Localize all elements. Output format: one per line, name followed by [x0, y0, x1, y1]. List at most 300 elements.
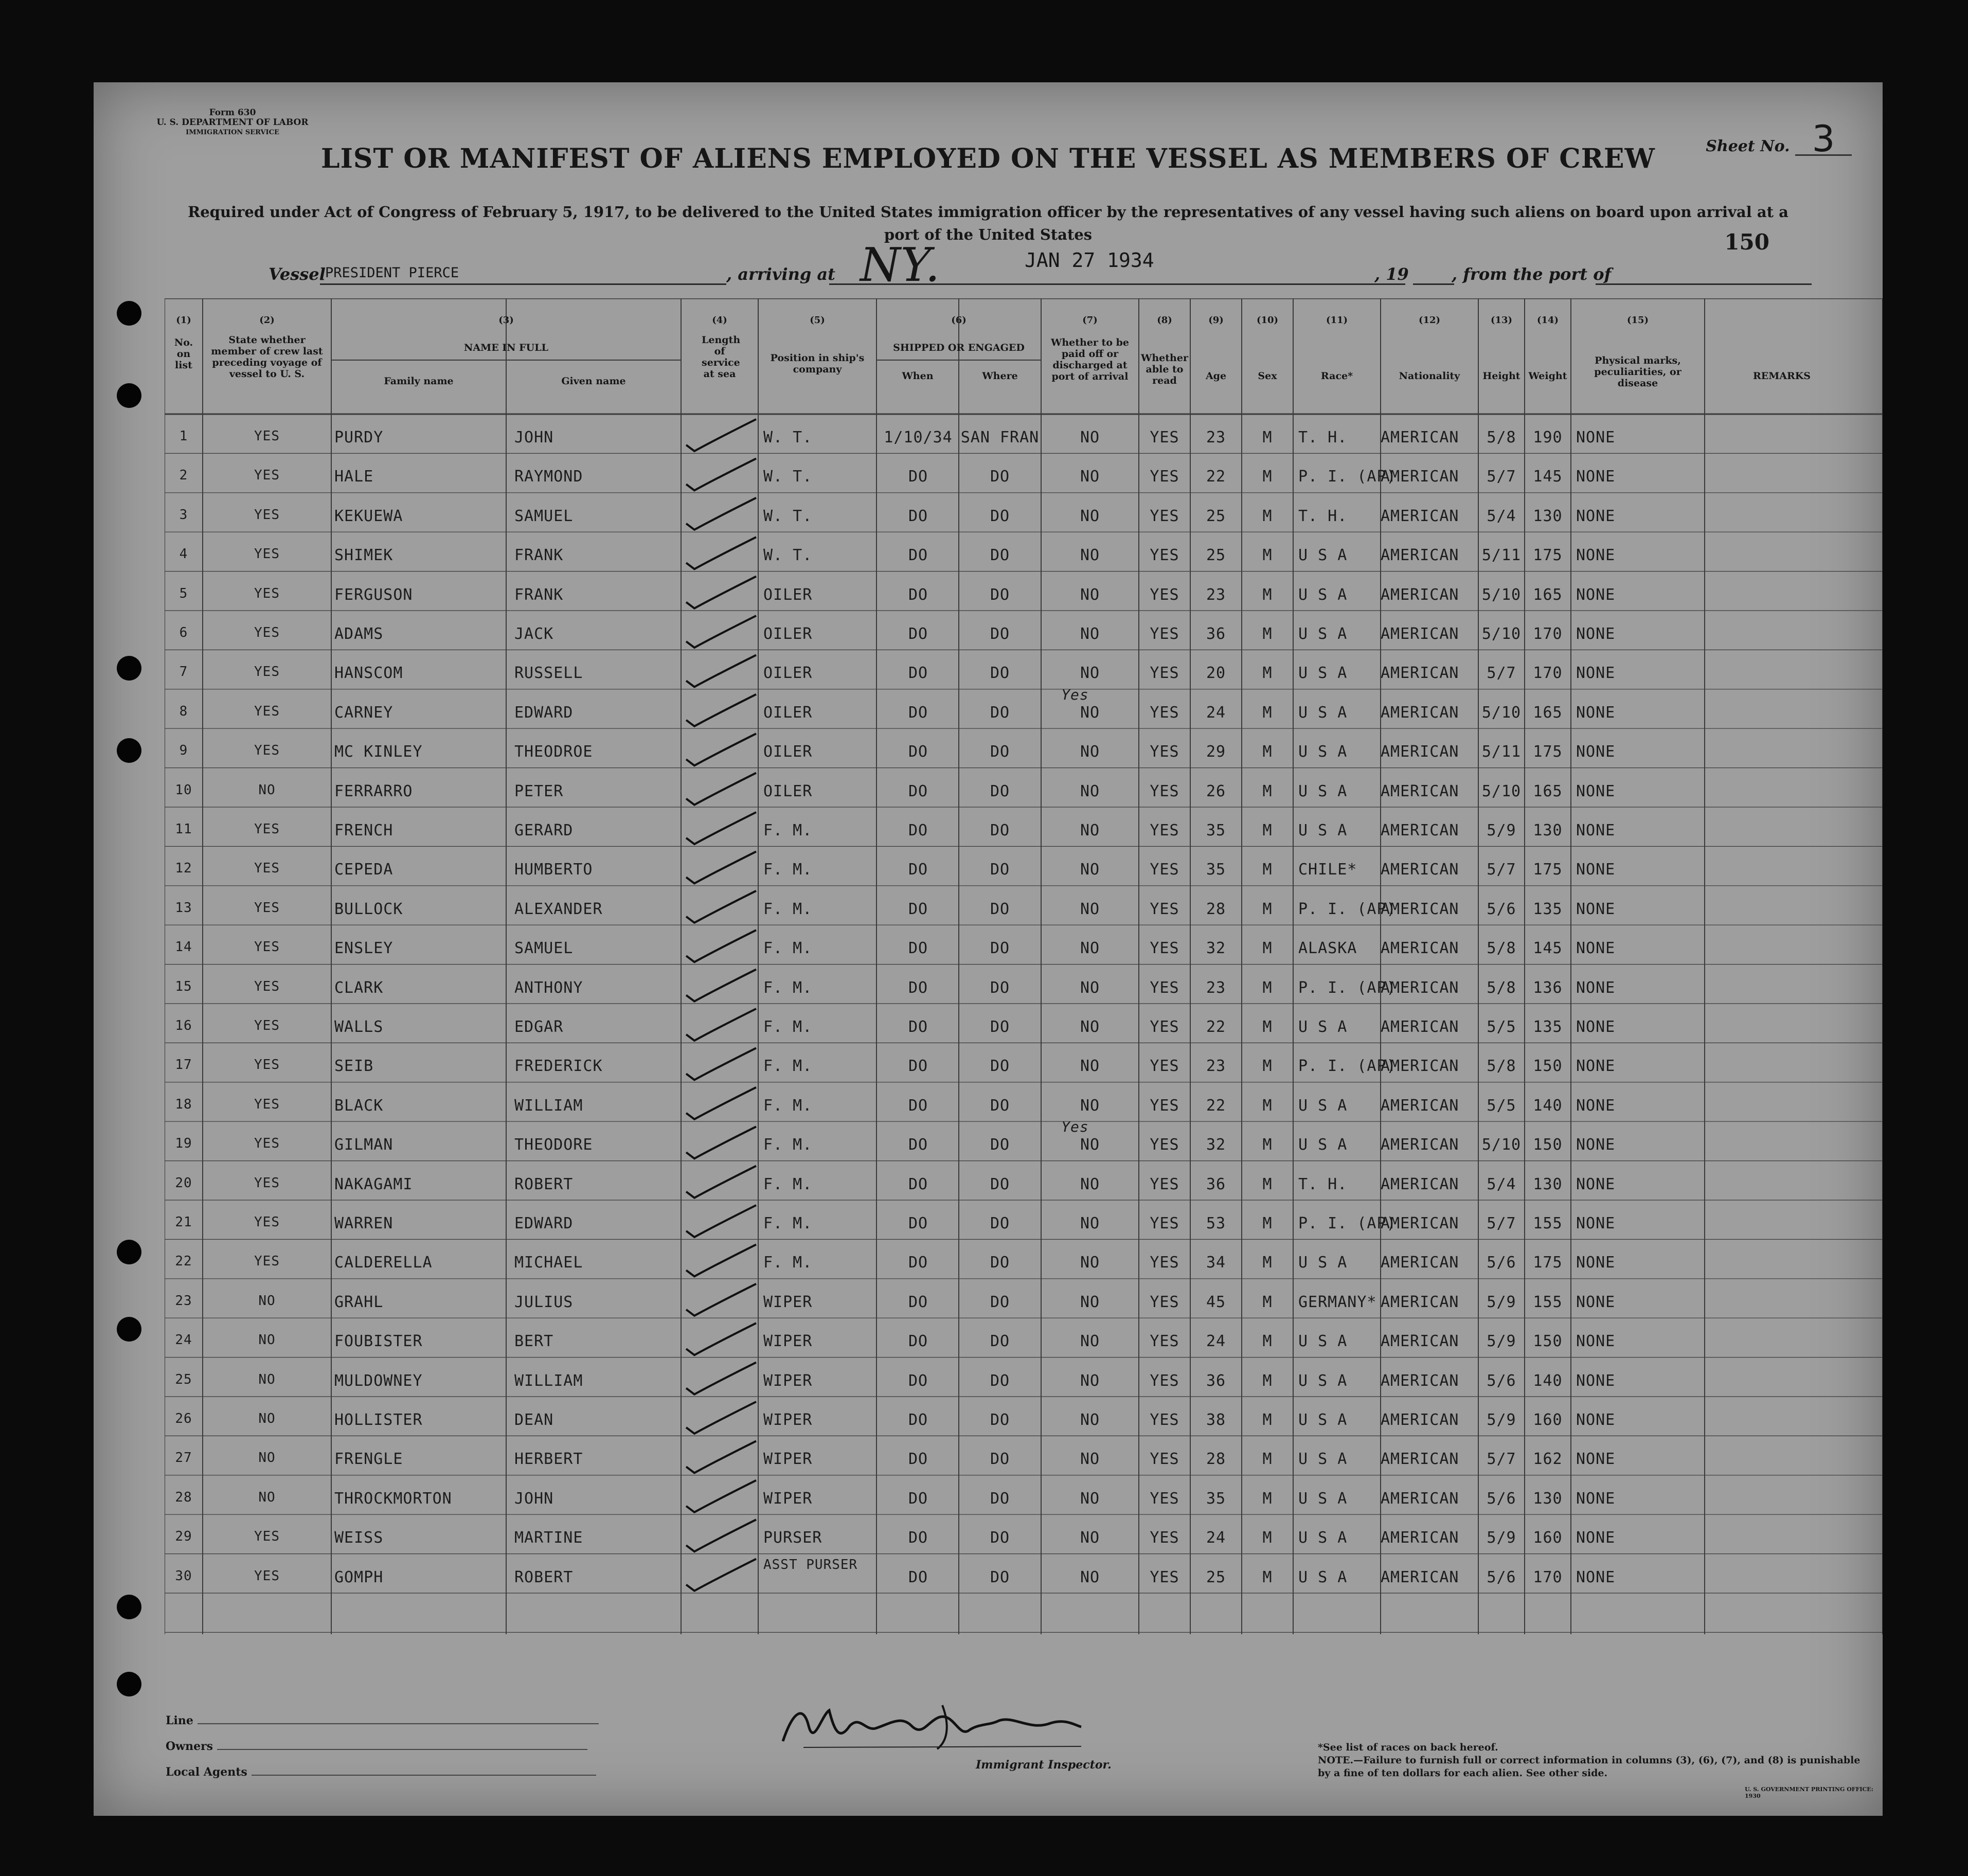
service-check-mark — [686, 1284, 756, 1316]
cell-paid: NO — [1080, 782, 1100, 800]
cell-family: FERGUSON — [334, 585, 413, 604]
cell-marks: NONE — [1576, 821, 1616, 839]
cell-paid: NO — [1080, 585, 1100, 604]
cell-weight: 145 — [1533, 939, 1563, 958]
arriving-port: NY. — [860, 238, 940, 292]
cell-given: EDGAR — [514, 1018, 564, 1036]
cell-nat: AMERICAN — [1381, 1293, 1459, 1311]
cell-race: P. I. (AP) — [1298, 1214, 1397, 1232]
cell-marks: NONE — [1576, 1332, 1616, 1351]
cell-sex: M — [1262, 1096, 1273, 1115]
cell-family: ENSLEY — [334, 939, 393, 958]
cell-age: 23 — [1206, 1057, 1226, 1076]
cell-nat: AMERICAN — [1381, 978, 1459, 997]
col10-number: (10) — [1256, 315, 1279, 326]
cell-when: DO — [908, 1096, 928, 1115]
cell-no: 3 — [179, 507, 188, 523]
cell-marks: NONE — [1576, 468, 1616, 486]
cell-weight: 145 — [1533, 468, 1563, 486]
cell-read: YES — [1150, 1136, 1179, 1154]
cell-where: DO — [990, 1018, 1010, 1036]
cell-nat: AMERICAN — [1381, 861, 1459, 879]
cell-no: 13 — [175, 900, 192, 916]
service-check-mark — [686, 1205, 756, 1237]
cell-no: 14 — [175, 939, 192, 955]
cell-weight: 150 — [1533, 1136, 1563, 1154]
cell-family: PURDY — [334, 428, 384, 446]
col-height-header: Height — [1482, 370, 1520, 382]
col-remarks-header: REMARKS — [1752, 370, 1811, 382]
cell-family: FRENGLE — [334, 1450, 403, 1469]
cell-given: THEODORE — [514, 1136, 593, 1154]
cell-race: U S A — [1298, 546, 1348, 565]
cell-age: 38 — [1206, 1411, 1226, 1429]
cell-sex: M — [1262, 585, 1273, 604]
cell-given: FREDERICK — [514, 1057, 603, 1076]
service-check-mark — [686, 1480, 756, 1512]
cell-marks: NONE — [1576, 743, 1616, 761]
col7-number: (7) — [1082, 315, 1098, 326]
cell-height: 5/11 — [1481, 546, 1522, 565]
cell-height: 5/9 — [1487, 1411, 1516, 1429]
cell-height: 5/8 — [1487, 978, 1516, 997]
cell-where: DO — [990, 1136, 1010, 1154]
agents-label: Local Agents — [166, 1765, 596, 1779]
cell-marks: NONE — [1576, 1175, 1616, 1193]
cell-pos: OILER — [763, 782, 813, 800]
cell-where: DO — [990, 1057, 1010, 1076]
cell-nat: AMERICAN — [1381, 1136, 1459, 1154]
paid-off-note: Yes — [1061, 1118, 1089, 1136]
cell-race: U S A — [1298, 1450, 1348, 1469]
cell-height: 5/8 — [1487, 428, 1516, 446]
col-physical-marks-header: Physical marks, peculiarities, or disease — [1594, 355, 1681, 389]
cell-race: U S A — [1298, 703, 1348, 722]
cell-when: DO — [908, 625, 928, 643]
cell-family: KEKUEWA — [334, 507, 403, 525]
cell-when: DO — [908, 978, 928, 997]
cell-no: 4 — [179, 546, 188, 562]
cell-prev: YES — [254, 1096, 280, 1112]
cell-race: P. I. (AP) — [1298, 900, 1397, 918]
cell-weight: 165 — [1533, 782, 1563, 800]
penalty-note: NOTE.—Failure to furnish full or correct information in columns (3), (6), (7), and (8) is punishable by a fine of ten dollars for each alien. See other side. — [1318, 1755, 1860, 1779]
cell-given: HUMBERTO — [514, 861, 593, 879]
cell-marks: NONE — [1576, 428, 1616, 446]
cell-where: DO — [990, 1450, 1010, 1469]
cell-age: 25 — [1206, 546, 1226, 565]
cell-where: DO — [990, 1332, 1010, 1351]
cell-weight: 170 — [1533, 664, 1563, 683]
cell-read: YES — [1150, 1096, 1179, 1115]
cell-race: CHILE* — [1298, 861, 1357, 879]
cell-pos: WIPER — [763, 1489, 813, 1508]
cell-sex: M — [1262, 1254, 1273, 1272]
cell-no: 30 — [175, 1568, 192, 1584]
cell-pos: W. T. — [763, 428, 813, 446]
cell-no: 19 — [175, 1136, 192, 1152]
cell-no: 20 — [175, 1175, 192, 1191]
cell-pos: F. M. — [763, 1214, 813, 1232]
cell-read: YES — [1150, 585, 1179, 604]
cell-prev: YES — [254, 507, 280, 523]
cell-age: 23 — [1206, 978, 1226, 997]
cell-prev: YES — [254, 821, 280, 837]
cell-where: SAN FRAN — [960, 428, 1040, 446]
cell-height: 5/6 — [1487, 900, 1516, 918]
cell-height: 5/5 — [1487, 1096, 1516, 1115]
cell-read: YES — [1150, 664, 1179, 683]
cell-paid: NO — [1080, 1450, 1100, 1469]
col5-number: (5) — [810, 315, 825, 326]
cell-given: BERT — [514, 1332, 554, 1351]
sheet-label: Sheet No. — [1706, 137, 1790, 155]
cell-weight: 170 — [1533, 1568, 1563, 1586]
cell-sex: M — [1262, 1450, 1273, 1469]
year-label: , 19 — [1374, 264, 1409, 284]
cell-where: DO — [990, 978, 1010, 997]
cell-height: 5/10 — [1481, 1136, 1522, 1154]
printer-imprint: U. S. GOVERNMENT PRINTING OFFICE: 1930 — [1745, 1786, 1873, 1799]
cell-family: GOMPH — [334, 1568, 384, 1586]
cell-height: 5/7 — [1487, 664, 1516, 683]
cell-read: YES — [1150, 1332, 1179, 1351]
cell-prev: YES — [254, 1529, 280, 1545]
cell-paid: NO — [1080, 1018, 1100, 1036]
cell-pos: F. M. — [763, 1254, 813, 1272]
cell-nat: AMERICAN — [1381, 743, 1459, 761]
cell-family: SHIMEK — [334, 546, 393, 565]
cell-race: U S A — [1298, 782, 1348, 800]
cell-race: U S A — [1298, 1018, 1348, 1036]
col4-number: (4) — [712, 315, 727, 326]
cell-no: 27 — [175, 1450, 192, 1466]
cell-pos: W. T. — [763, 468, 813, 486]
cell-sex: M — [1262, 546, 1273, 565]
cell-family: CARNEY — [334, 703, 393, 722]
cell-read: YES — [1150, 939, 1179, 958]
cell-when: DO — [908, 703, 928, 722]
cell-nat: AMERICAN — [1381, 1018, 1459, 1036]
service-check-mark — [686, 1559, 756, 1591]
cell-prev: YES — [254, 625, 280, 640]
cell-prev: YES — [254, 939, 280, 955]
cell-nat: AMERICAN — [1381, 821, 1459, 839]
col-paid-off-header: Whether to be paid off or discharged at port of arrival — [1051, 337, 1129, 382]
cell-weight: 160 — [1533, 1529, 1563, 1547]
cell-prev: YES — [254, 546, 280, 562]
cell-paid: NO — [1080, 625, 1100, 643]
cell-family: NAKAGAMI — [334, 1175, 413, 1193]
cell-paid: NO — [1080, 468, 1100, 486]
line-label: Line — [166, 1714, 599, 1727]
cell-weight: 165 — [1533, 585, 1563, 604]
cell-weight: 130 — [1533, 1175, 1563, 1193]
cell-no: 6 — [179, 625, 188, 640]
cell-given: SAMUEL — [514, 939, 574, 958]
cell-paid: NO — [1080, 939, 1100, 958]
cell-pos: WIPER — [763, 1450, 813, 1469]
cell-given: JACK — [514, 625, 554, 643]
cell-marks: NONE — [1576, 1214, 1616, 1232]
cell-when: DO — [908, 1254, 928, 1272]
service-check-mark — [686, 812, 756, 844]
cell-prev: YES — [254, 900, 280, 916]
cell-family: HALE — [334, 468, 374, 486]
col-no-header: No. on list — [174, 337, 193, 371]
punch-hole — [117, 1672, 141, 1696]
cell-where: DO — [990, 664, 1010, 683]
cell-family: THROCKMORTON — [334, 1489, 452, 1508]
cell-given: ROBERT — [514, 1568, 574, 1586]
cell-age: 20 — [1206, 664, 1226, 683]
cell-no: 17 — [175, 1057, 192, 1073]
cell-height: 5/10 — [1481, 782, 1522, 800]
cell-nat: AMERICAN — [1381, 1214, 1459, 1232]
cell-race: U S A — [1298, 1096, 1348, 1115]
cell-read: YES — [1150, 743, 1179, 761]
cell-read: YES — [1150, 1411, 1179, 1429]
cell-marks: NONE — [1576, 1018, 1616, 1036]
cell-age: 22 — [1206, 1096, 1226, 1115]
col-shipped-header: SHIPPED OR ENGAGED — [893, 342, 1025, 353]
cell-given: MICHAEL — [514, 1254, 583, 1272]
races-note: *See list of races on back hereof. — [1318, 1742, 1498, 1753]
service-check-mark — [686, 891, 756, 923]
cell-pos: F. M. — [763, 1018, 813, 1036]
cell-age: 24 — [1206, 703, 1226, 722]
cell-paid: NO — [1080, 1057, 1100, 1076]
cell-pos: OILER — [763, 625, 813, 643]
cell-marks: NONE — [1576, 1450, 1616, 1469]
cell-height: 5/6 — [1487, 1568, 1516, 1586]
cell-nat: AMERICAN — [1381, 1450, 1459, 1469]
cell-marks: NONE — [1576, 1489, 1616, 1508]
cell-no: 16 — [175, 1018, 192, 1033]
cell-height: 5/7 — [1487, 468, 1516, 486]
cell-where: DO — [990, 743, 1010, 761]
cell-paid: NO — [1080, 1411, 1100, 1429]
cell-given: EDWARD — [514, 703, 574, 722]
cell-weight: 130 — [1533, 1489, 1563, 1508]
cell-sex: M — [1262, 1529, 1273, 1547]
punch-hole — [117, 1595, 141, 1619]
cell-race: U S A — [1298, 1489, 1348, 1508]
cell-sex: M — [1262, 703, 1273, 722]
cell-sex: M — [1262, 821, 1273, 839]
cell-when: DO — [908, 1057, 928, 1076]
cell-family: GILMAN — [334, 1136, 393, 1154]
cell-given: RUSSELL — [514, 664, 583, 683]
cell-prev: YES — [254, 1214, 280, 1230]
cell-marks: NONE — [1576, 546, 1616, 565]
cell-marks: NONE — [1576, 1096, 1616, 1115]
cell-height: 5/4 — [1487, 507, 1516, 525]
cell-height: 5/8 — [1487, 939, 1516, 958]
sheet-value: 3 — [1795, 123, 1852, 156]
cell-when: DO — [908, 1293, 928, 1311]
cell-given: FRANK — [514, 585, 564, 604]
cell-marks: NONE — [1576, 1293, 1616, 1311]
cell-height: 5/10 — [1481, 625, 1522, 643]
cell-family: MC KINLEY — [334, 743, 423, 761]
cell-age: 35 — [1206, 1489, 1226, 1508]
cell-pos: W. T. — [763, 546, 813, 565]
cell-race: T. H. — [1298, 507, 1348, 525]
manifest-sheet — [94, 82, 1883, 1816]
cell-read: YES — [1150, 1254, 1179, 1272]
from-underline — [1596, 283, 1812, 285]
service-check-mark — [686, 1127, 756, 1158]
cell-where: DO — [990, 1489, 1010, 1508]
cell-race: T. H. — [1298, 1175, 1348, 1193]
cell-nat: AMERICAN — [1381, 1057, 1459, 1076]
cell-family: FRENCH — [334, 821, 393, 839]
cell-prev: YES — [254, 585, 280, 601]
cell-pos: F. M. — [763, 1136, 813, 1154]
cell-paid: NO — [1080, 821, 1100, 839]
cell-weight: 162 — [1533, 1450, 1563, 1469]
cell-sex: M — [1262, 1018, 1273, 1036]
cell-height: 5/11 — [1481, 743, 1522, 761]
cell-nat: AMERICAN — [1381, 1568, 1459, 1586]
cell-read: YES — [1150, 1371, 1179, 1390]
cell-marks: NONE — [1576, 1254, 1616, 1272]
cell-marks: NONE — [1576, 900, 1616, 918]
cell-paid: NO — [1080, 1214, 1100, 1232]
cell-pos: F. M. — [763, 939, 813, 958]
cell-pos: WIPER — [763, 1371, 813, 1390]
col9-number: (9) — [1208, 315, 1224, 326]
cell-read: YES — [1150, 978, 1179, 997]
cell-when: DO — [908, 546, 928, 565]
cell-paid: NO — [1080, 978, 1100, 997]
cell-paid: NO — [1080, 507, 1100, 525]
col15-number: (15) — [1626, 315, 1649, 326]
service-check-mark — [686, 1087, 756, 1119]
cell-weight: 175 — [1533, 1254, 1563, 1272]
cell-marks: NONE — [1576, 507, 1616, 525]
cell-race: U S A — [1298, 1529, 1348, 1547]
cell-race: ALASKA — [1298, 939, 1357, 958]
paid-off-note: Yes — [1061, 686, 1089, 703]
cell-when: 1/10/34 — [884, 428, 953, 446]
cell-given: HERBERT — [514, 1450, 583, 1469]
cell-marks: NONE — [1576, 585, 1616, 604]
cell-where: DO — [990, 507, 1010, 525]
cell-sex: M — [1262, 664, 1273, 683]
cell-race: U S A — [1298, 1332, 1348, 1351]
cell-when: DO — [908, 939, 928, 958]
cell-age: 25 — [1206, 507, 1226, 525]
cell-paid: NO — [1080, 861, 1100, 879]
cell-height: 5/9 — [1487, 1332, 1516, 1351]
cell-no: 18 — [175, 1096, 192, 1112]
inspector-signature — [773, 1695, 1092, 1757]
cell-height: 5/7 — [1487, 1214, 1516, 1232]
cell-no: 5 — [179, 585, 188, 601]
cell-weight: 165 — [1533, 703, 1563, 722]
cell-given: DEAN — [514, 1411, 554, 1429]
cell-given: MARTINE — [514, 1529, 583, 1547]
cell-race: U S A — [1298, 585, 1348, 604]
cell-family: FERRARRO — [334, 782, 413, 800]
cell-age: 28 — [1206, 900, 1226, 918]
service-check-mark — [686, 498, 756, 530]
cell-nat: AMERICAN — [1381, 939, 1459, 958]
cell-pos: F. M. — [763, 821, 813, 839]
cell-prev: YES — [254, 978, 280, 994]
col-previous-voyage-header: State whether member of crew last preceding voyage of vessel to U. S. — [211, 334, 323, 380]
cell-height: 5/6 — [1487, 1489, 1516, 1508]
cell-paid: NO — [1080, 1136, 1100, 1154]
cell-given: JULIUS — [514, 1293, 574, 1311]
cell-marks: NONE — [1576, 782, 1616, 800]
cell-where: DO — [990, 1293, 1010, 1311]
cell-sex: M — [1262, 1136, 1273, 1154]
service-check-mark — [686, 1244, 756, 1276]
cell-height: 5/10 — [1481, 585, 1522, 604]
service-check-mark — [686, 1363, 756, 1395]
cell-no: 12 — [175, 861, 192, 877]
cell-age: 25 — [1206, 1568, 1226, 1586]
cell-nat: AMERICAN — [1381, 1529, 1459, 1547]
cell-weight: 170 — [1533, 625, 1563, 643]
cell-where: DO — [990, 939, 1010, 958]
cell-weight: 135 — [1533, 900, 1563, 918]
cell-family: ADAMS — [334, 625, 384, 643]
cell-prev: NO — [258, 1450, 276, 1466]
cell-when: DO — [908, 1332, 928, 1351]
cell-no: 15 — [175, 978, 192, 994]
cell-weight: 155 — [1533, 1293, 1563, 1311]
cell-weight: 175 — [1533, 743, 1563, 761]
cell-race: U S A — [1298, 821, 1348, 839]
vessel-underline — [320, 283, 726, 285]
cell-where: DO — [990, 1096, 1010, 1115]
cell-sex: M — [1262, 743, 1273, 761]
cell-pos: OILER — [763, 585, 813, 604]
cell-height: 5/5 — [1487, 1018, 1516, 1036]
cell-pos: WIPER — [763, 1332, 813, 1351]
cell-race: P. I. (AP) — [1298, 1057, 1397, 1076]
cell-where: DO — [990, 782, 1010, 800]
cell-no: 26 — [175, 1411, 192, 1426]
cell-where: DO — [990, 1568, 1010, 1586]
cell-height: 5/10 — [1481, 703, 1522, 722]
cell-when: DO — [908, 507, 928, 525]
footnote — [1318, 1741, 1863, 1780]
cell-read: YES — [1150, 1018, 1179, 1036]
cell-paid: NO — [1080, 1254, 1100, 1272]
cell-pos: W. T. — [763, 507, 813, 525]
cell-paid: NO — [1080, 1175, 1100, 1193]
cell-nat: AMERICAN — [1381, 507, 1459, 525]
cell-weight: 140 — [1533, 1371, 1563, 1390]
cell-race: U S A — [1298, 1136, 1348, 1154]
cell-when: DO — [908, 1529, 928, 1547]
cell-no: 1 — [179, 428, 188, 444]
cell-pos: F. M. — [763, 861, 813, 879]
cell-given: ANTHONY — [514, 978, 583, 997]
cell-family: CALDERELLA — [334, 1254, 433, 1272]
cell-race: P. I. (AP) — [1298, 978, 1397, 997]
cell-when: DO — [908, 1489, 928, 1508]
cell-pos: F. M. — [763, 900, 813, 918]
cell-marks: NONE — [1576, 978, 1616, 997]
punch-hole — [117, 1317, 141, 1342]
col-race-header: Race* — [1320, 370, 1353, 382]
